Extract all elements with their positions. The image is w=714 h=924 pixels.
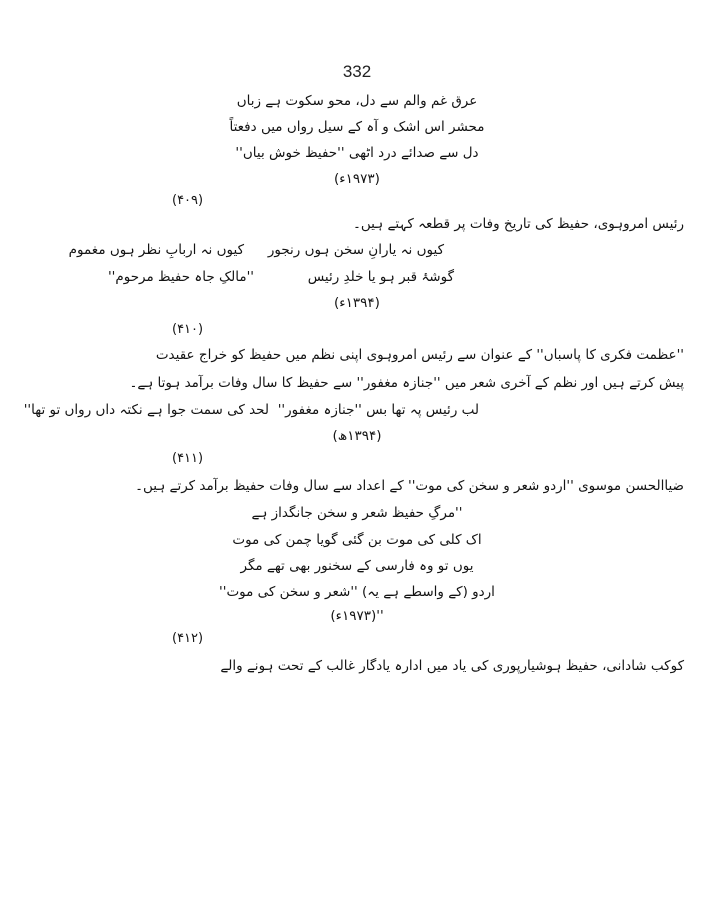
couplet-right-half: گوشۂ قبر ہو یا خلدِ رئیس <box>307 269 454 285</box>
verse-line: دل سے صدائے درد اٹھی ''حفیظ خوش بیاں'' <box>235 145 479 161</box>
couplet-row <box>0 401 714 419</box>
entry-number: (۴۱۲) <box>172 631 204 646</box>
verse-line: اردو (کے واسطے ہے یہ) ''شعر و سخن کی موت'' <box>219 584 495 600</box>
verse-line: محشر اس اشک و آہ کے سیل رواں میں دفعتاً <box>229 119 485 135</box>
entry-number: (۴۱۰) <box>172 322 204 337</box>
entry-number: (۴۱۱) <box>172 451 204 466</box>
couplet-row <box>0 268 714 286</box>
entry-intro: رئیس امروہوی، حفیظ کی تاریخ وفات پر قطعہ کہتے ہیں۔ <box>353 216 684 232</box>
verse-line: اک کلی کی موت بن گئی گویا چمن کی موت <box>232 532 482 548</box>
couplet-left-half: لحد کی سمت جوا ہے نکتہ داں رواں تو تھا'' <box>23 402 269 418</box>
entry-intro: کوکب شادانی، حفیظ ہوشیارپوری کی یاد میں ادارہ یادگار غالب کے تحت ہونے والے <box>220 658 684 674</box>
couplet-left-half: ''مالکِ جاہ حفیظ مرحوم'' <box>107 269 254 285</box>
verse-year: ''(۱۹۷۳ء) <box>330 608 384 624</box>
verse-year: (۱۳۹۴ء) <box>334 295 380 311</box>
entry-intro: ضیاالحسن موسوی ''اردو شعر و سخن کی موت'' کے اعداد سے سال وفات حفیظ برآمد کرتے ہیں۔ <box>135 478 684 494</box>
entry-paragraph-line: پیش کرتے ہیں اور نظم کے آخری شعر میں ''جنازہ مغفور'' سے حفیظ کا سال وفات برآمد ہوتا ہے۔ <box>129 375 684 391</box>
entry-paragraph-line: ''عظمت فکری کا پاسباں'' کے عنوان سے رئیس امروہوی اپنی نظم میں حفیظ کو خراج عقیدت <box>155 347 684 363</box>
couplet-row <box>0 241 714 259</box>
couplet-left-half: کیوں نہ اربابِ نظر ہوں مغموم <box>68 242 244 258</box>
couplet-right-half: لب رئیس پہ تھا بس ''جنازہ مغفور'' <box>277 402 479 418</box>
couplet-right-half: کیوں نہ یارانِ سخن ہوں رنجور <box>267 242 444 258</box>
entry-number: (۴۰۹) <box>172 193 204 208</box>
verse-year: (۱۹۷۳ء) <box>334 171 380 187</box>
verse-line: ''مرگِ حفیظ شعر و سخن جانگداز ہے <box>251 505 463 521</box>
verse-line: عرق غم والم سے دل، محو سکوت ہے زباں <box>236 93 478 109</box>
page-number: 332 <box>342 62 372 81</box>
verse-year: (۱۳۹۴ھ) <box>332 428 382 444</box>
verse-line: یوں تو وہ فارسی کے سخنور بھی تھے مگر <box>240 558 474 574</box>
